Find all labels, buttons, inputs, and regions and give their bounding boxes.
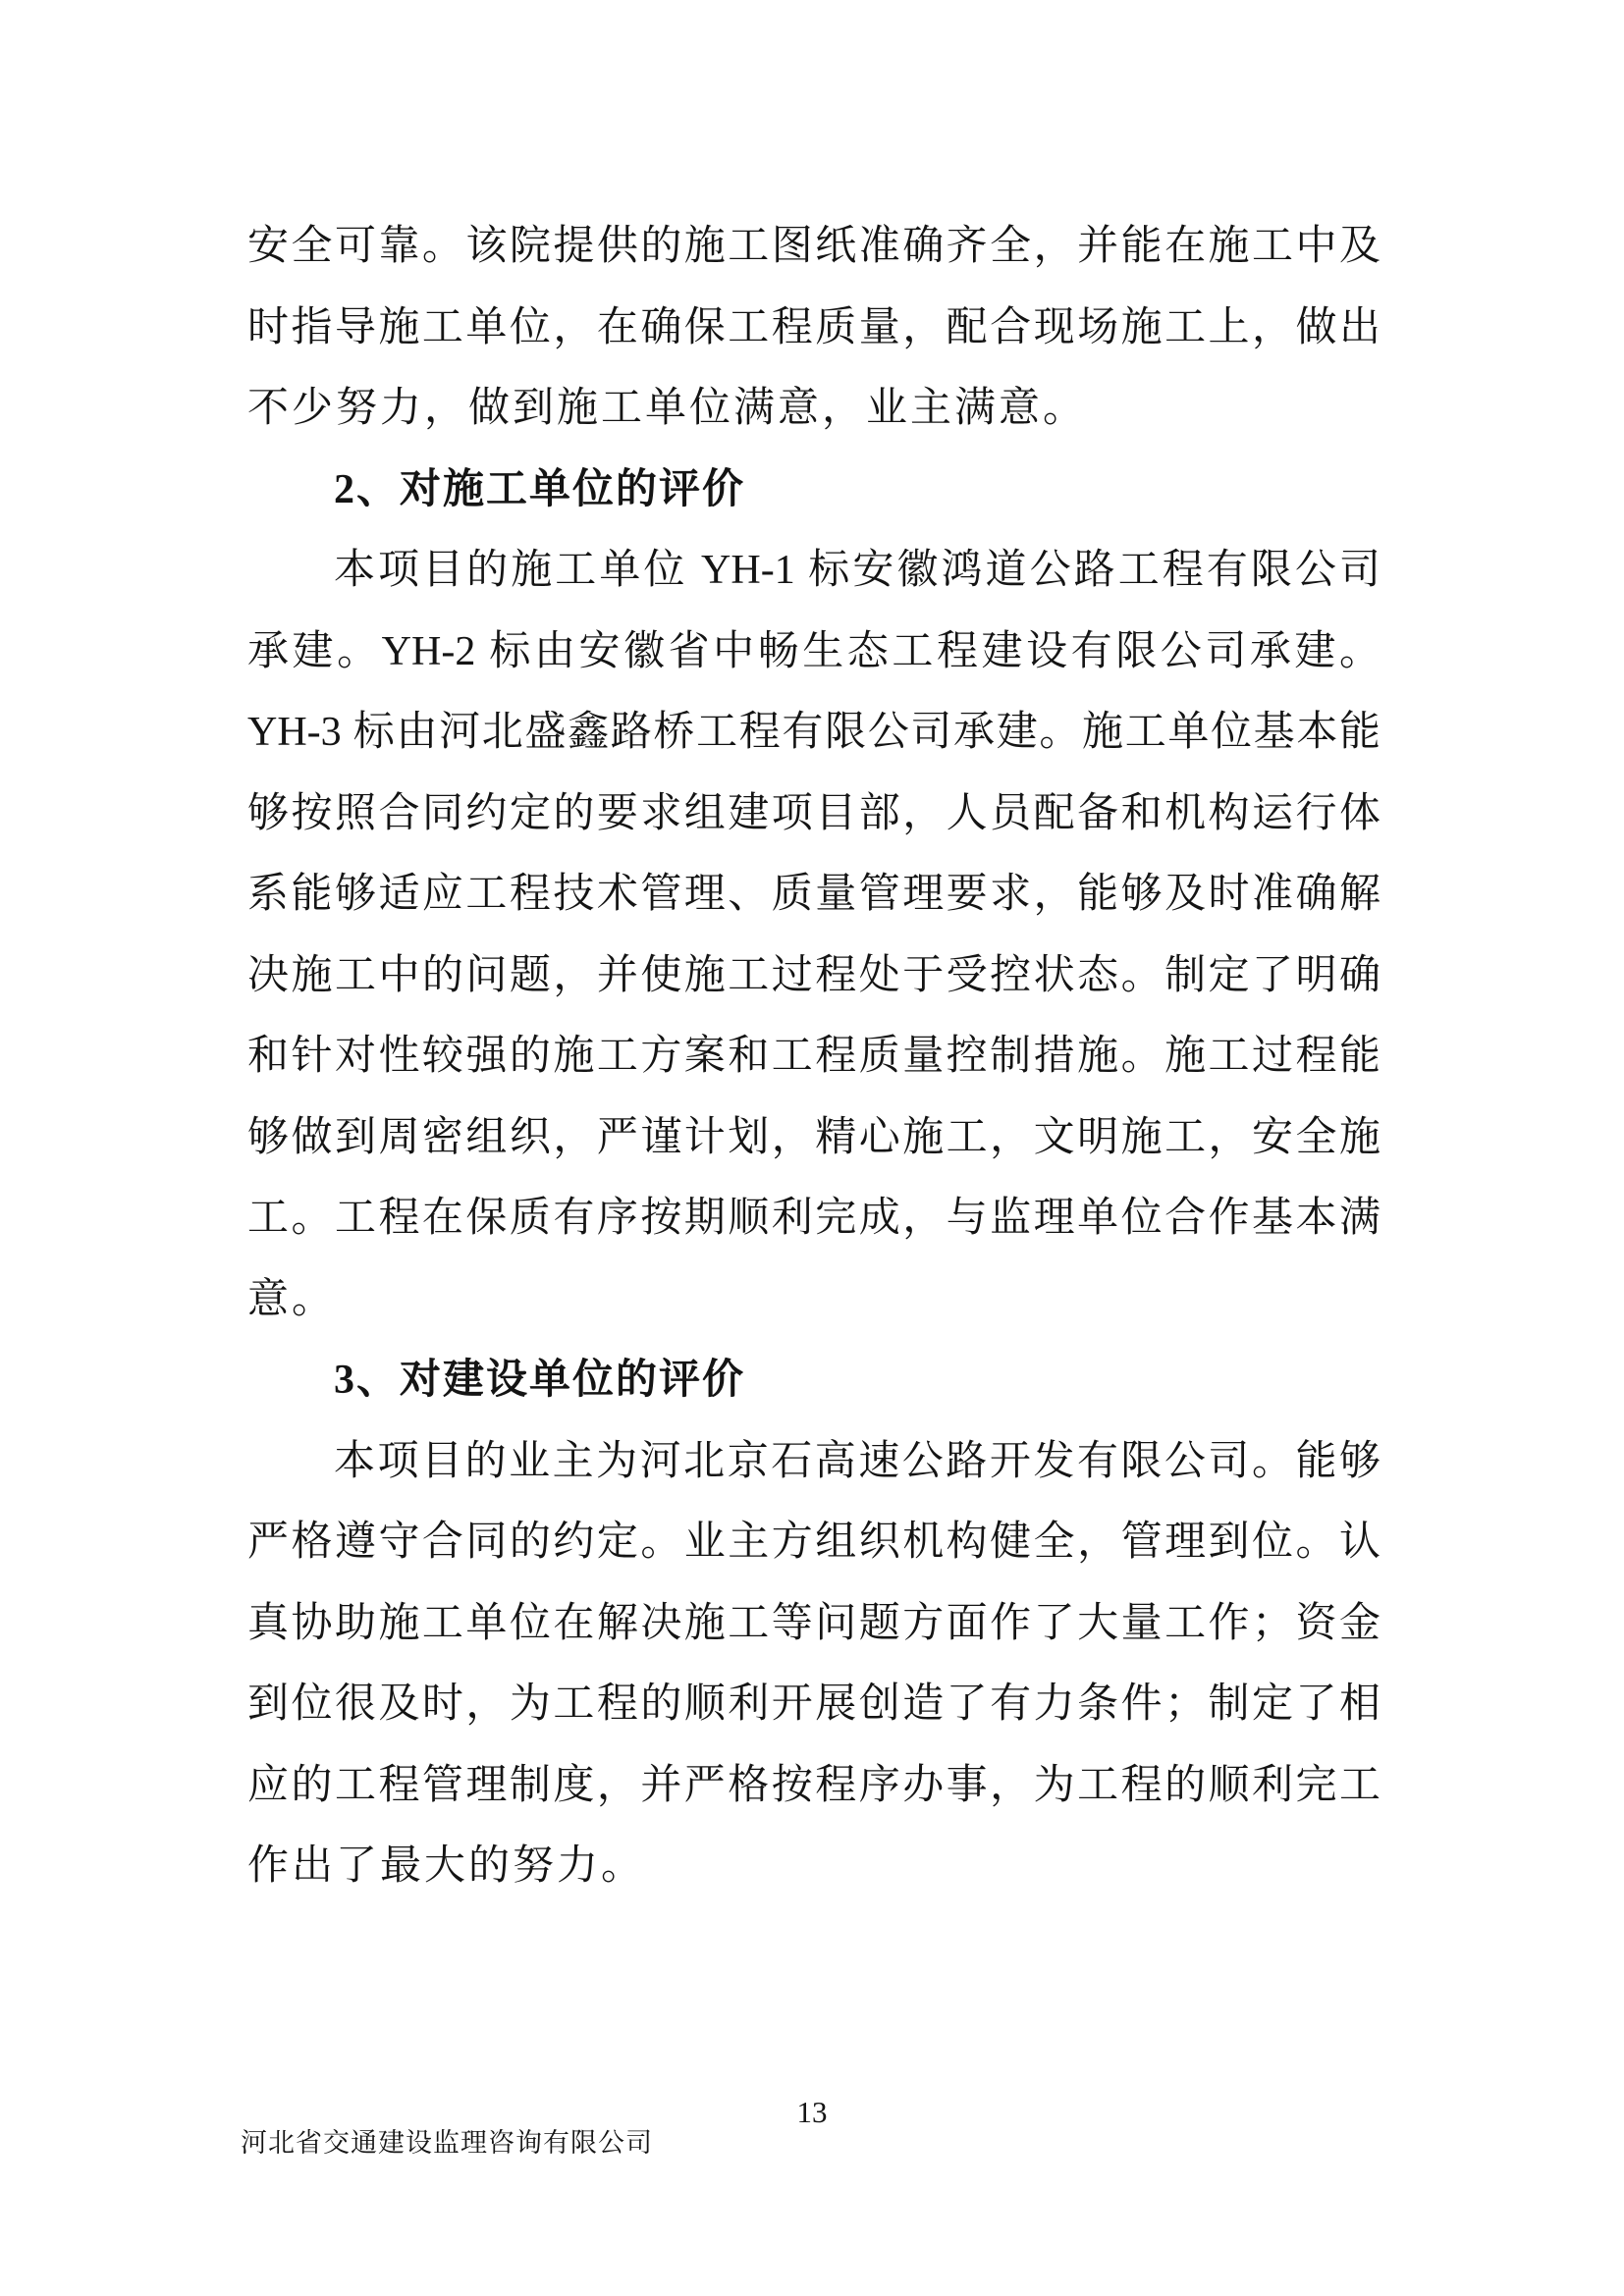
body-line: 决施工中的问题，并使施工过程处于受控状态。制定了明确 [247,952,1380,998]
page-number: 13 [796,2095,828,2129]
body-line: 工。工程在保质有序按期顺利完成，与监理单位合作基本满 [247,1196,1380,1241]
body-line: 真协助施工单位在解决施工等问题方面作了大量工作；资金 [247,1600,1380,1646]
body-line: 应的工程管理制度，并严格按程序办事，为工程的顺利完工 [247,1762,1380,1808]
body-line: 承建。YH-2 标由安徽省中畅生态工程建设有限公司承建。 [247,628,1380,674]
body-line: 够按照合同约定的要求组建项目部，人员配备和机构运行体 [247,790,1380,836]
section-heading-owner-unit: 3、对建设单位的评价 [334,1358,746,1403]
body-line: 作出了最大的努力。 [247,1843,646,1889]
body-line: 严格遵守合同的约定。业主方组织机构健全，管理到位。认 [247,1520,1380,1565]
body-line: 到位很及时，为工程的顺利开展创造了有力条件；制定了相 [247,1682,1380,1727]
section-heading-construction-unit: 2、对施工单位的评价 [334,466,746,512]
body-line: 不少努力，做到施工单位满意，业主满意。 [247,386,1088,431]
body-line: 意。 [247,1276,337,1322]
body-line: YH-3 标由河北盛鑫路桥工程有限公司承建。施工单位基本能 [247,710,1380,755]
body-line: 本项目的施工单位 YH-1 标安徽鸿道公路工程有限公司 [334,548,1380,593]
body-line: 和针对性较强的施工方案和工程质量控制措施。施工过程能 [247,1034,1380,1079]
body-line: 系能够适应工程技术管理、质量管理要求，能够及时准确解 [247,872,1380,917]
body-line: 时指导施工单位，在确保工程质量，配合现场施工上，做出 [247,304,1380,350]
body-line: 够做到周密组织，严谨计划，精心施工，文明施工，安全施 [247,1114,1380,1160]
body-line: 安全可靠。该院提供的施工图纸准确齐全，并能在施工中及 [247,224,1380,269]
body-line: 本项目的业主为河北京石高速公路开发有限公司。能够 [334,1438,1380,1484]
document-body [247,206,1380,1907]
footer-company-name: 河北省交通建设监理咨询有限公司 [241,2128,653,2158]
